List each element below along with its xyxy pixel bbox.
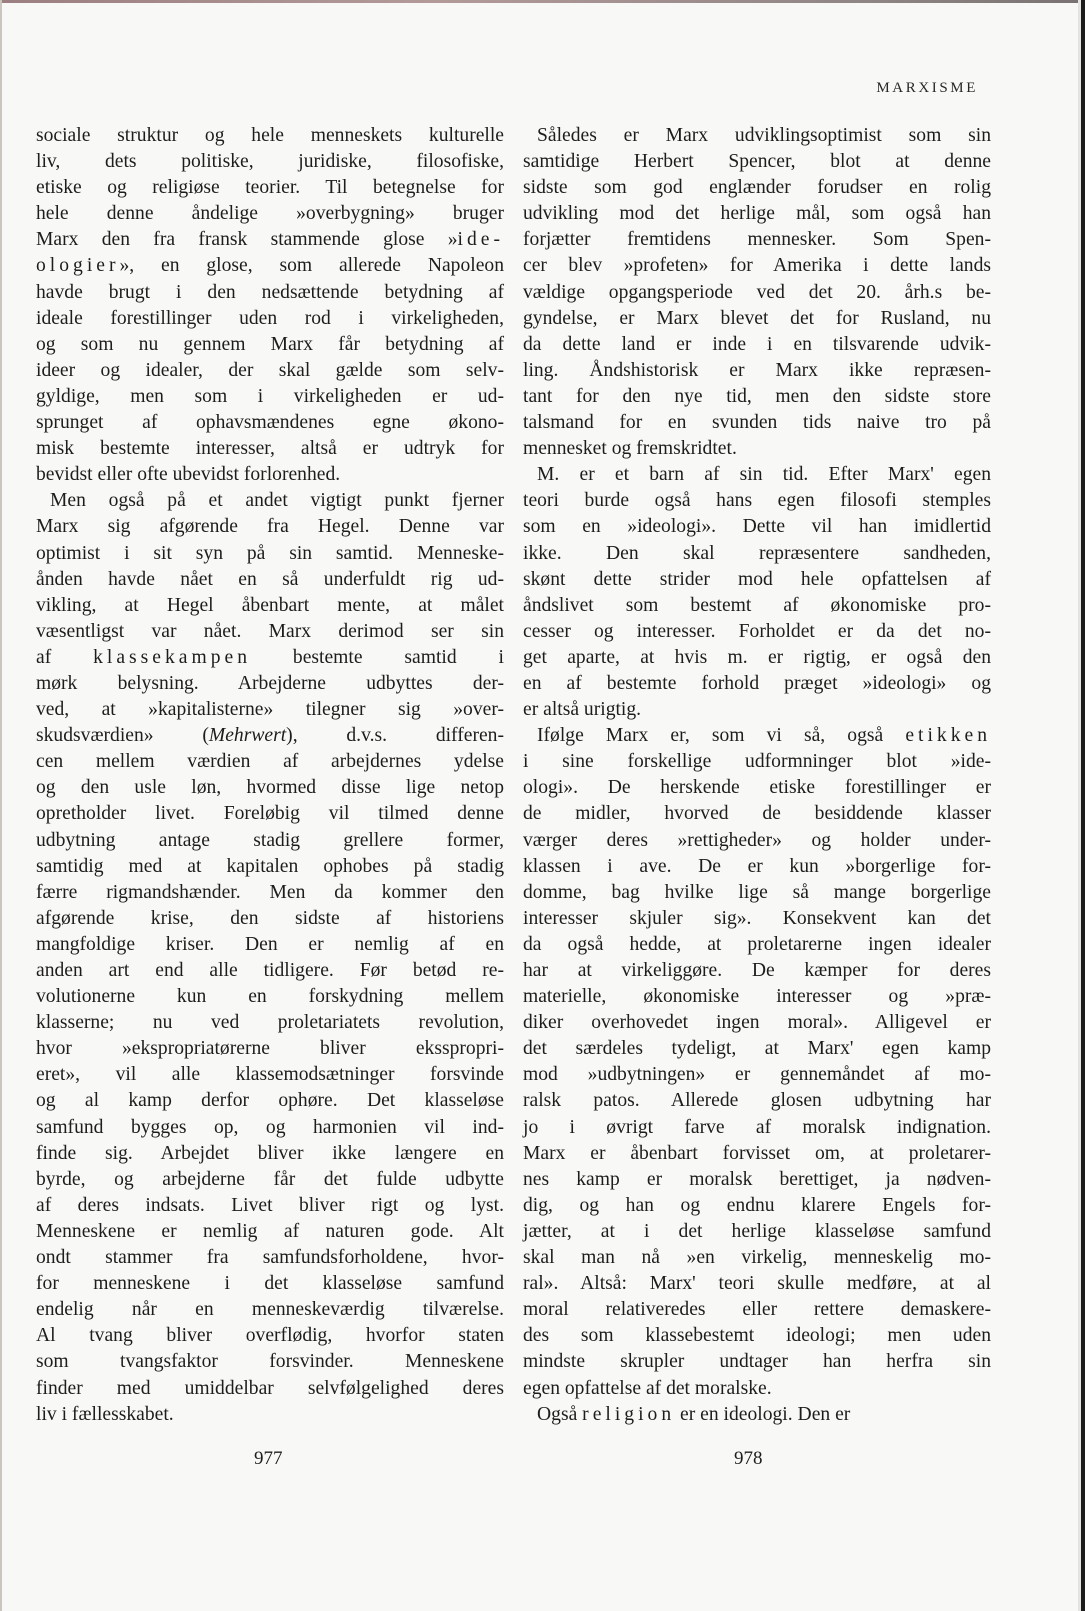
text-line: Marx er åbenbart forvisset om, at proletarer- <box>523 1142 991 1164</box>
text-line: opretholder livet. Foreløbig vil tilmed denne <box>36 803 504 825</box>
text-line: værger deres »rettigheder» og holder under- <box>523 829 991 851</box>
text-line: Således er Marx udviklingsoptimist som sin <box>537 125 991 146</box>
text-line: ral». Altså: Marx' teori skulle medføre, at al <box>523 1273 991 1295</box>
text-line: dig, og han og endnu klarere Engels for- <box>523 1194 991 1216</box>
emphasized-word: ide- <box>457 229 504 251</box>
text-line: og al kamp derfor ophøre. Det klasseløse <box>36 1090 504 1112</box>
text-line: forjætter fremtidens mennesker. Som Spen- <box>523 229 991 251</box>
text-line: klassen i ave. De er kun »borgerlige for- <box>523 855 991 877</box>
text-line: ikke. Den skal repræsentere sandheden, <box>523 542 991 564</box>
text-line: mindste skrupler undtager han herfra sin <box>523 1351 991 1373</box>
emphasized-word: religion <box>582 1403 676 1425</box>
text-line: udvikling mod det herlige mål, som også han <box>523 203 991 225</box>
text-line: anden art end alle tidligere. Før betød re- <box>36 960 504 981</box>
text-line: materielle, økonomiske interesser og »præ- <box>523 986 991 1008</box>
text-line: liv i fællesskabet. <box>36 1403 174 1425</box>
text-line: sidste som god englænder forudser en rolig <box>523 177 991 199</box>
text-line: mennesket og fremskridtet. <box>523 438 737 460</box>
text-line: cen mellem værdien af arbejdernes ydelse <box>36 751 504 773</box>
text-line: hvor »ekspropriatørerne bliver eksspropri- <box>36 1038 504 1060</box>
text-line: skønt dette strider mod hele opfattelsen af <box>523 568 991 590</box>
text-line: domme, bag hvilke lige så mange borgerlige <box>523 881 991 903</box>
text-line: gyndelse, er Marx blevet det for Rusland, nu <box>523 307 991 329</box>
text-line: de midler, hvorved de besiddende klasser <box>523 803 991 825</box>
text-line: det særdeles tydeligt, at Marx' egen kamp <box>523 1038 991 1060</box>
text-line: des som klassebestemt ideologi; men uden <box>523 1325 991 1347</box>
page-number-left: 977 <box>254 1448 283 1469</box>
text-line: en af bestemte forhold præget »ideologi» og <box>523 672 991 694</box>
text-line: ondt stammer fra samfundsforholdene, hvor- <box>36 1247 504 1269</box>
scan-right-edge <box>1081 0 1085 1611</box>
text-line: diker overhovedet ingen moral». Alligevel er <box>523 1012 991 1034</box>
right-page-column <box>523 123 991 1428</box>
text-line: Også religion er en ideologi. Den er <box>537 1403 851 1425</box>
text-line: ologi». De herskende etiske forestillinger er <box>523 777 991 799</box>
text-line: volutionerne kun en forskydning mellem <box>36 986 504 1008</box>
text-line: samtidig med at kapitalen ophobes på stadig <box>36 855 504 877</box>
emphasized-word: klassekampen <box>93 646 252 668</box>
text-line: Ifølge Marx er, som vi så, også etikken <box>537 725 991 747</box>
text-line: mørk belysning. Arbejderne udbyttes der- <box>36 672 504 694</box>
text-line: tant for den nye tid, men den sidste store <box>523 385 991 407</box>
text-line: af deres indsats. Livet bliver rigt og lyst. <box>36 1194 504 1216</box>
text-line: cesser og interesser. Forholdet er da det no- <box>523 620 991 642</box>
text-line: Marx sig afgørende fra Hegel. Denne var <box>36 516 504 538</box>
page-number-right: 978 <box>734 1448 763 1469</box>
text-line: liv, dets politiske, juridiske, filosofiske, <box>36 151 504 173</box>
text-line: ved, at »kapitalisterne» tilegner sig »over- <box>36 699 504 721</box>
text-line: vældige opgangsperiode ved det 20. årh.s be- <box>523 281 991 303</box>
text-line: teori burde også hans egen filosofi stemples <box>523 490 991 512</box>
emphasized-word: Mehrwert <box>208 725 287 747</box>
text-line: skudsværdien» (Mehrwert), d.v.s. differen- <box>36 725 504 747</box>
text-line: samfund bygges op, og harmonien vil ind- <box>36 1116 504 1138</box>
scan-top-edge <box>0 0 1085 3</box>
scan-left-edge <box>0 0 2 1611</box>
text-line: ånden havde nået en så underfuldt rig ud- <box>36 568 504 590</box>
text-line: nes kamp er moralsk berettiget, ja nødven- <box>523 1168 991 1190</box>
text-line: gyldige, men som i virkeligheden er ud- <box>36 385 504 407</box>
text-line: jo i øvrigt farve af moralsk indignation. <box>523 1116 991 1138</box>
text-line: M. er et barn af sin tid. Efter Marx' egen <box>537 464 991 486</box>
text-line: ralsk patos. Allerede glosen udbytning har <box>523 1090 991 1112</box>
text-line: og som nu gennem Marx får betydning af <box>36 333 504 355</box>
text-line: mangfoldige kriser. Den er nemlig af en <box>36 933 504 955</box>
text-line: klasserne; nu ved proletariatets revolution, <box>36 1012 504 1034</box>
text-line: væsentligst var nået. Marx derimod ser sin <box>36 620 504 642</box>
text-line: finde sig. Arbejdet bliver ikke længere en <box>36 1142 504 1164</box>
text-line: af klassekampen bestemte samtid i <box>36 646 504 668</box>
text-line: Menneskene er nemlig af naturen gode. Alt <box>36 1220 504 1242</box>
text-line: Men også på et andet vigtigt punkt fjerner <box>50 490 504 512</box>
text-line: etiske og religiøse teorier. Til betegnelse for <box>36 177 504 199</box>
emphasized-word: etikken <box>905 725 991 747</box>
text-line: da dette land er inde i en tilsvarende udvik- <box>523 333 991 355</box>
text-line: optimist i sit syn på sin samtid. Menneske- <box>36 542 504 564</box>
text-line: moral relativeredes eller rettere demaskere- <box>523 1299 991 1321</box>
text-line: egen opfattelse af det moralske. <box>523 1377 772 1399</box>
text-line: Al tvang bliver overflødig, hvorfor staten <box>36 1325 504 1347</box>
text-line: for menneskene i det klasseløse samfund <box>36 1273 504 1295</box>
text-line: Marx den fra fransk stammende glose »ide- <box>36 229 504 251</box>
text-line: som en »ideologi». Dette vil han imidlertid <box>523 516 991 538</box>
text-line: mod »udbytningen» er gennemåndet af mo- <box>523 1064 991 1086</box>
text-line: byrde, og arbejderne får det fulde udbytte <box>36 1168 504 1190</box>
text-line: da også hedde, at proletarerne ingen idealer <box>523 933 991 955</box>
text-line: har at virkeliggøre. De kæmper for deres <box>523 960 991 981</box>
text-line: interesser skjuler sig». Konsekvent kan det <box>523 907 991 929</box>
text-line: talsmand for en svunden tids naive tro på <box>523 412 991 434</box>
left-page-column <box>36 123 504 1428</box>
text-line: ideale forestillinger uden rod i virkeligheden, <box>36 307 504 329</box>
text-line: ideer og idealer, der skal gælde som selv- <box>36 359 504 381</box>
text-line: afgørende krise, den sidste af historiens <box>36 907 504 929</box>
text-line: åndslivet som bestemt af økonomiske pro- <box>523 594 991 616</box>
text-line: bevidst eller ofte ubevidst forlorenhed. <box>36 464 341 486</box>
text-line: udbytning antage stadig grellere former, <box>36 829 504 851</box>
running-head: MARXISME <box>876 80 978 96</box>
text-line: ologier», en glose, som allerede Napoleon <box>36 255 504 277</box>
text-line: skal man nå »en virkelig, menneskelig mo- <box>523 1247 991 1269</box>
text-line: færre rigmandshænder. Men da kommer den <box>36 881 504 903</box>
text-line: sociale struktur og hele menneskets kulturelle <box>36 125 504 146</box>
text-line: hele denne åndelige »overbygning» bruger <box>36 203 504 225</box>
text-line: jætter, at i det herlige klasseløse samfund <box>523 1220 991 1242</box>
text-line: sprunget af ophavsmændenes egne økono- <box>36 412 504 434</box>
text-line: misk bestemte interesser, altså er udtryk for <box>36 438 504 460</box>
text-line: som tvangsfaktor forsvinder. Menneskene <box>36 1351 504 1373</box>
emphasized-word: ologier <box>36 255 120 277</box>
text-line: cer blev »profeten» for Amerika i dette lands <box>523 255 991 277</box>
text-line: og den usle løn, hvormed disse lige netop <box>36 777 504 799</box>
text-line: havde brugt i den nedsættende betydning af <box>36 281 504 303</box>
text-line: ling. Åndshistorisk er Marx ikke repræsen- <box>523 359 991 381</box>
text-line: i sine forskellige udformninger blot »ide- <box>523 751 991 773</box>
text-line: finder med umiddelbar selvfølgelighed deres <box>36 1377 504 1399</box>
text-line: endelig når en menneskeværdig tilværelse. <box>36 1299 504 1321</box>
text-line: eret», vil alle klassemodsætninger forsvinde <box>36 1064 504 1086</box>
text-line: vikling, at Hegel åbenbart mente, at målet <box>36 594 504 616</box>
text-line: get aparte, at hvis m. er rigtig, er også den <box>523 646 991 668</box>
text-line: samtidige Herbert Spencer, blot at denne <box>523 151 991 173</box>
text-line: er altså urigtig. <box>523 699 642 721</box>
